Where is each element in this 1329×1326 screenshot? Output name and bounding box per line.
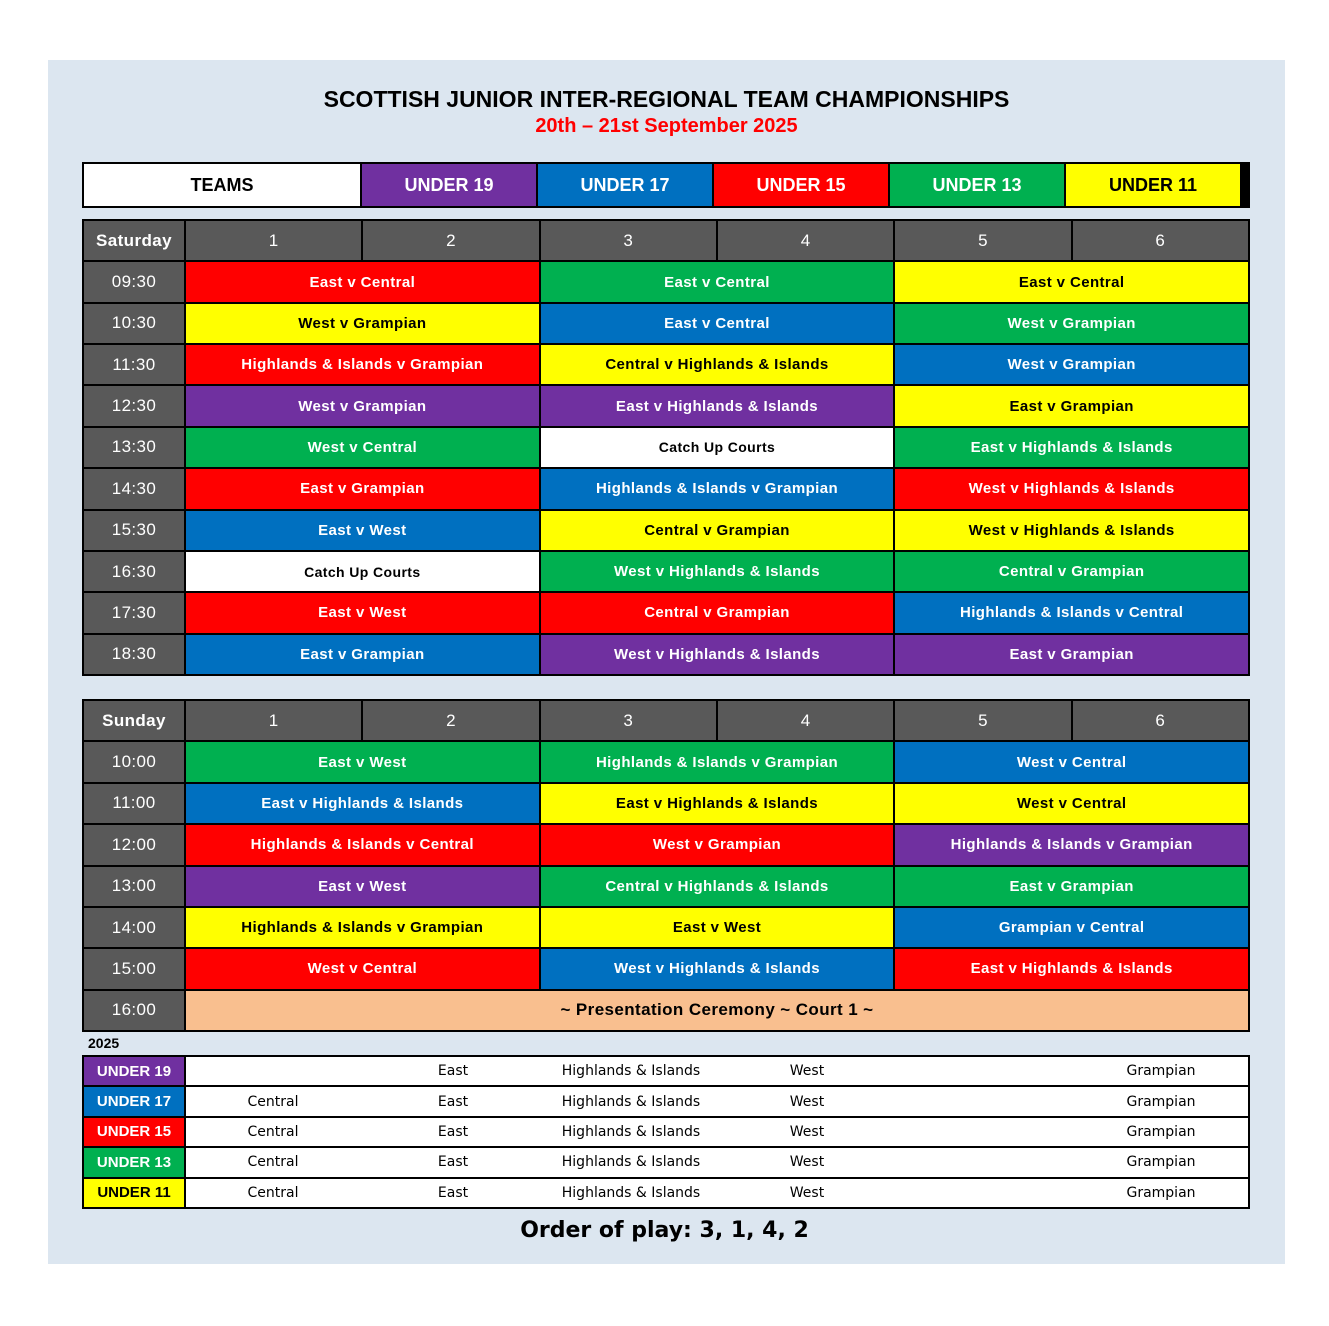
draw-team: East xyxy=(437,1154,469,1171)
court-header: 6 xyxy=(1073,221,1248,260)
time-slot: 17:30 xyxy=(84,593,184,632)
draw-team: Central xyxy=(247,1123,299,1140)
draw-age-label: UNDER 17 xyxy=(84,1087,184,1115)
match-cell: East v West xyxy=(186,511,539,550)
age-group-legend xyxy=(82,162,1250,208)
match-cell: East v West xyxy=(541,908,894,947)
time-slot: 18:30 xyxy=(84,635,184,674)
legend-item: UNDER 15 xyxy=(714,164,888,206)
match-cell: East v Central xyxy=(895,262,1248,301)
match-cell: West v Highlands & Islands xyxy=(541,635,894,674)
draw-year: 2025 xyxy=(88,1035,120,1051)
sunday-schedule xyxy=(82,699,1250,1032)
draw-team: East xyxy=(437,1093,469,1110)
match-cell: Central v Highlands & Islands xyxy=(541,867,894,906)
match-cell: Catch Up Courts xyxy=(186,552,539,591)
legend-item: UNDER 13 xyxy=(890,164,1064,206)
match-cell: West v Central xyxy=(895,742,1248,781)
match-cell: East v Grampian xyxy=(895,867,1248,906)
match-cell: East v Highlands & Islands xyxy=(541,784,894,823)
draw-team: Central xyxy=(247,1093,299,1110)
draw-team: Highlands & Islands xyxy=(561,1063,701,1080)
court-header: 2 xyxy=(363,221,538,260)
time-slot: 14:30 xyxy=(84,469,184,508)
saturday-schedule xyxy=(82,219,1250,676)
match-cell: East v West xyxy=(186,593,539,632)
draw-team: West xyxy=(789,1123,825,1140)
time-slot: 09:30 xyxy=(84,262,184,301)
match-cell: East v Grampian xyxy=(186,635,539,674)
time-slot: 12:30 xyxy=(84,386,184,425)
time-slot: 16:00 xyxy=(84,991,184,1030)
draw-team: Central xyxy=(247,1184,299,1201)
draw-team: East xyxy=(437,1184,469,1201)
match-cell: West v Central xyxy=(895,784,1248,823)
match-cell: East v Highlands & Islands xyxy=(186,784,539,823)
match-cell: West v Grampian xyxy=(895,304,1248,343)
match-cell: Highlands & Islands v Central xyxy=(895,593,1248,632)
court-header: 5 xyxy=(895,701,1070,740)
match-cell: Central v Grampian xyxy=(541,511,894,550)
match-cell: East v Central xyxy=(541,262,894,301)
time-slot: 15:30 xyxy=(84,511,184,550)
draw-team: Grampian xyxy=(1126,1154,1196,1171)
court-header: 3 xyxy=(541,701,716,740)
match-cell: Highlands & Islands v Grampian xyxy=(186,345,539,384)
team-draw-table xyxy=(82,1055,1250,1209)
draw-team: Grampian xyxy=(1126,1184,1196,1201)
time-slot: 13:30 xyxy=(84,428,184,467)
draw-age-label: UNDER 11 xyxy=(84,1179,184,1207)
draw-row xyxy=(186,1118,1248,1146)
court-header: 3 xyxy=(541,221,716,260)
draw-team: Highlands & Islands xyxy=(561,1154,701,1171)
legend-item: TEAMS xyxy=(84,164,360,206)
draw-age-label: UNDER 15 xyxy=(84,1118,184,1146)
draw-team: Grampian xyxy=(1126,1063,1196,1080)
match-cell: Central v Highlands & Islands xyxy=(541,345,894,384)
match-cell: East v Highlands & Islands xyxy=(895,949,1248,988)
match-cell: West v Highlands & Islands xyxy=(895,511,1248,550)
court-header: 5 xyxy=(895,221,1070,260)
legend-item: UNDER 19 xyxy=(362,164,536,206)
match-cell: Catch Up Courts xyxy=(541,428,894,467)
draw-team: Grampian xyxy=(1126,1093,1196,1110)
time-slot: 14:00 xyxy=(84,908,184,947)
match-cell: Highlands & Islands v Grampian xyxy=(895,825,1248,864)
draw-row xyxy=(186,1179,1248,1207)
draw-team: Grampian xyxy=(1126,1123,1196,1140)
match-cell: Highlands & Islands v Central xyxy=(186,825,539,864)
draw-team: East xyxy=(437,1063,469,1080)
draw-team: West xyxy=(789,1093,825,1110)
match-cell: Grampian v Central xyxy=(895,908,1248,947)
match-cell: West v Grampian xyxy=(895,345,1248,384)
day-label: Sunday xyxy=(84,701,184,740)
court-header: 6 xyxy=(1073,701,1248,740)
time-slot: 10:30 xyxy=(84,304,184,343)
match-cell: West v Highlands & Islands xyxy=(541,949,894,988)
draw-row xyxy=(186,1148,1248,1176)
match-cell: East v Grampian xyxy=(186,469,539,508)
match-cell: East v Grampian xyxy=(895,635,1248,674)
court-header: 4 xyxy=(718,701,893,740)
time-slot: 12:00 xyxy=(84,825,184,864)
page-subtitle: 20th – 21st September 2025 xyxy=(535,115,798,137)
time-slot: 13:00 xyxy=(84,867,184,906)
presentation-ceremony: ~ Presentation Ceremony ~ Court 1 ~ xyxy=(186,991,1248,1030)
match-cell: East v Highlands & Islands xyxy=(541,386,894,425)
match-cell: Central v Grampian xyxy=(895,552,1248,591)
time-slot: 15:00 xyxy=(84,949,184,988)
draw-team: West xyxy=(789,1184,825,1201)
match-cell: East v Central xyxy=(186,262,539,301)
draw-team: Central xyxy=(247,1154,299,1171)
match-cell: Central v Grampian xyxy=(541,593,894,632)
draw-team: East xyxy=(437,1123,469,1140)
match-cell: East v Highlands & Islands xyxy=(895,428,1248,467)
match-cell: West v Central xyxy=(186,428,539,467)
page-title: SCOTTISH JUNIOR INTER-REGIONAL TEAM CHAMPIONSHIPS xyxy=(323,86,1010,112)
match-cell: West v Highlands & Islands xyxy=(895,469,1248,508)
draw-team: West xyxy=(789,1063,825,1080)
match-cell: East v Central xyxy=(541,304,894,343)
draw-row xyxy=(186,1057,1248,1085)
legend-item: UNDER 11 xyxy=(1066,164,1240,206)
match-cell: East v West xyxy=(186,867,539,906)
court-header: 4 xyxy=(718,221,893,260)
draw-age-label: UNDER 19 xyxy=(84,1057,184,1085)
match-cell: Highlands & Islands v Grampian xyxy=(186,908,539,947)
time-slot: 11:30 xyxy=(84,345,184,384)
court-header: 1 xyxy=(186,221,361,260)
time-slot: 16:30 xyxy=(84,552,184,591)
match-cell: East v Grampian xyxy=(895,386,1248,425)
draw-team: Highlands & Islands xyxy=(561,1184,701,1201)
match-cell: West v Grampian xyxy=(186,304,539,343)
match-cell: West v Central xyxy=(186,949,539,988)
match-cell: Highlands & Islands v Grampian xyxy=(541,469,894,508)
draw-age-label: UNDER 13 xyxy=(84,1148,184,1176)
draw-team: Highlands & Islands xyxy=(561,1093,701,1110)
time-slot: 11:00 xyxy=(84,784,184,823)
match-cell: Highlands & Islands v Grampian xyxy=(541,742,894,781)
draw-team: Highlands & Islands xyxy=(561,1123,701,1140)
court-header: 2 xyxy=(363,701,538,740)
court-header: 1 xyxy=(186,701,361,740)
draw-row xyxy=(186,1087,1248,1115)
time-slot: 10:00 xyxy=(84,742,184,781)
draw-team: West xyxy=(789,1154,825,1171)
match-cell: West v Highlands & Islands xyxy=(541,552,894,591)
day-label: Saturday xyxy=(84,221,184,260)
match-cell: West v Grampian xyxy=(186,386,539,425)
order-of-play: Order of play: 3, 1, 4, 2 xyxy=(520,1218,809,1243)
match-cell: West v Grampian xyxy=(541,825,894,864)
legend-item: UNDER 17 xyxy=(538,164,712,206)
match-cell: East v West xyxy=(186,742,539,781)
